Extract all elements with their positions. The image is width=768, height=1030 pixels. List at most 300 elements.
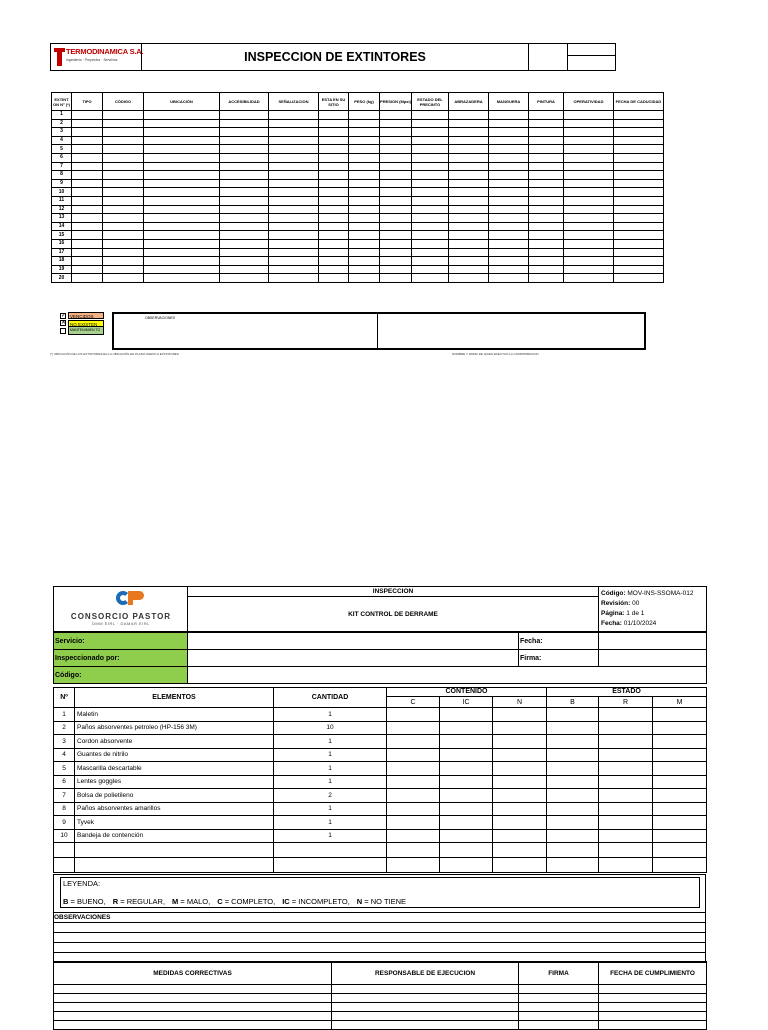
extintor-cell[interactable] [380,145,412,154]
extintor-cell[interactable] [489,179,529,188]
extintor-cell[interactable] [103,265,144,274]
extintor-cell[interactable] [319,257,349,266]
check-cell[interactable] [387,789,440,803]
extintor-cell[interactable] [144,257,220,266]
extintor-cell[interactable] [269,274,319,283]
extintor-cell[interactable] [449,111,489,120]
check-cell[interactable] [493,775,547,789]
extintor-cell[interactable] [220,179,269,188]
extintor-cell[interactable] [529,248,564,257]
extintor-cell[interactable] [349,136,380,145]
extintor-cell[interactable] [412,265,449,274]
extintor-cell[interactable] [529,171,564,180]
extintor-cell[interactable] [614,179,664,188]
extintor-cell[interactable] [564,111,614,120]
extintor-cell[interactable] [72,239,103,248]
extintor-cell[interactable] [412,274,449,283]
check-cell[interactable] [387,829,440,843]
extintor-cell[interactable] [489,136,529,145]
extintor-cell[interactable] [103,153,144,162]
extintor-cell[interactable] [103,196,144,205]
extintor-cell[interactable] [349,196,380,205]
extintor-cell[interactable] [319,111,349,120]
extintor-cell[interactable] [103,171,144,180]
extintor-cell[interactable] [72,214,103,223]
check-cell[interactable] [653,802,707,816]
servicio-field[interactable] [188,633,519,650]
extintor-cell[interactable] [319,153,349,162]
extintor-cell[interactable] [319,145,349,154]
extintor-cell[interactable] [614,111,664,120]
extintor-cell[interactable] [349,145,380,154]
extintor-cell[interactable] [529,257,564,266]
extintor-cell[interactable] [319,205,349,214]
extintor-cell[interactable] [529,136,564,145]
extintor-cell[interactable] [489,128,529,137]
extintor-cell[interactable] [614,265,664,274]
extintor-cell[interactable] [349,214,380,223]
extintor-cell[interactable] [144,222,220,231]
extintor-cell[interactable] [103,145,144,154]
medida-cell[interactable] [519,994,599,1003]
check-cell[interactable] [547,735,599,749]
extintor-cell[interactable] [529,196,564,205]
check-cell[interactable] [547,762,599,776]
extintor-cell[interactable] [72,265,103,274]
medida-cell[interactable] [599,985,707,994]
extintor-cell[interactable] [564,179,614,188]
extintor-cell[interactable] [349,248,380,257]
extintor-cell[interactable] [380,248,412,257]
extintor-cell[interactable] [269,128,319,137]
extintor-cell[interactable] [614,153,664,162]
extintor-cell[interactable] [220,214,269,223]
extintor-cell[interactable] [269,257,319,266]
extintor-cell[interactable] [103,231,144,240]
extintor-cell[interactable] [269,214,319,223]
extintor-cell[interactable] [269,248,319,257]
extintor-cell[interactable] [144,188,220,197]
extintor-cell[interactable] [564,214,614,223]
check-cell[interactable] [599,802,653,816]
extintor-cell[interactable] [449,119,489,128]
extintor-cell[interactable] [449,222,489,231]
extintor-cell[interactable] [614,248,664,257]
extintor-cell[interactable] [412,188,449,197]
firma-field[interactable] [599,650,707,667]
check-cell[interactable] [547,708,599,722]
extintor-cell[interactable] [614,136,664,145]
extintor-cell[interactable] [564,231,614,240]
extintor-cell[interactable] [269,136,319,145]
extintor-cell[interactable] [529,231,564,240]
extintor-cell[interactable] [489,257,529,266]
check-cell[interactable] [493,843,547,858]
extintor-cell[interactable] [380,214,412,223]
extintor-cell[interactable] [564,248,614,257]
extintor-cell[interactable] [529,265,564,274]
extintor-cell[interactable] [529,179,564,188]
extintor-cell[interactable] [614,145,664,154]
check-cell[interactable] [599,721,653,735]
medida-cell[interactable] [332,1003,519,1012]
extintor-cell[interactable] [144,171,220,180]
extintor-cell[interactable] [412,119,449,128]
check-cell[interactable] [493,735,547,749]
extintor-cell[interactable] [489,222,529,231]
extintor-cell[interactable] [349,265,380,274]
extintor-cell[interactable] [412,153,449,162]
extintor-cell[interactable] [220,231,269,240]
extintor-cell[interactable] [144,145,220,154]
extintor-cell[interactable] [319,214,349,223]
check-cell[interactable] [440,748,493,762]
extintor-cell[interactable] [103,257,144,266]
check-cell[interactable] [653,858,707,873]
extintor-cell[interactable] [614,128,664,137]
check-cell[interactable] [387,843,440,858]
extintor-cell[interactable] [72,205,103,214]
extintor-cell[interactable] [220,274,269,283]
extintor-cell[interactable] [220,162,269,171]
extintor-cell[interactable] [269,145,319,154]
extintor-cell[interactable] [220,222,269,231]
extintor-cell[interactable] [489,265,529,274]
medida-cell[interactable] [54,1021,332,1030]
extintor-cell[interactable] [349,179,380,188]
codigo-field[interactable] [188,667,707,684]
extintor-cell[interactable] [103,111,144,120]
check-cell[interactable] [387,748,440,762]
medida-cell[interactable] [54,994,332,1003]
extintor-cell[interactable] [614,188,664,197]
extintor-cell[interactable] [449,128,489,137]
extintor-cell[interactable] [103,136,144,145]
check-cell[interactable] [599,762,653,776]
extintor-cell[interactable] [269,222,319,231]
extintor-cell[interactable] [349,231,380,240]
extintor-cell[interactable] [144,179,220,188]
extintor-cell[interactable] [489,248,529,257]
extintor-cell[interactable] [380,196,412,205]
check-cell[interactable] [387,735,440,749]
check-cell[interactable] [440,708,493,722]
extintor-cell[interactable] [269,231,319,240]
check-cell[interactable] [599,858,653,873]
check-cell[interactable] [599,708,653,722]
check-cell[interactable] [440,816,493,830]
medida-cell[interactable] [519,1021,599,1030]
extintor-cell[interactable] [614,257,664,266]
extintor-cell[interactable] [103,188,144,197]
extintor-cell[interactable] [144,136,220,145]
check-cell[interactable] [547,829,599,843]
extintor-cell[interactable] [349,257,380,266]
extintor-cell[interactable] [349,128,380,137]
observaciones-line[interactable] [54,933,706,943]
extintor-cell[interactable] [529,162,564,171]
check-cell[interactable] [653,708,707,722]
extintor-cell[interactable] [449,179,489,188]
extintor-cell[interactable] [449,188,489,197]
extintor-cell[interactable] [349,205,380,214]
extintor-cell[interactable] [449,265,489,274]
check-cell[interactable] [653,789,707,803]
extintor-cell[interactable] [614,222,664,231]
extintor-cell[interactable] [380,171,412,180]
extintor-cell[interactable] [144,153,220,162]
extintor-cell[interactable] [614,196,664,205]
extintor-cell[interactable] [449,205,489,214]
extintor-cell[interactable] [103,248,144,257]
medida-cell[interactable] [599,1021,707,1030]
extintor-cell[interactable] [144,248,220,257]
extintor-cell[interactable] [489,171,529,180]
check-cell[interactable] [653,775,707,789]
extintor-cell[interactable] [144,205,220,214]
check-cell[interactable] [440,843,493,858]
check-cell[interactable] [493,829,547,843]
extintor-cell[interactable] [449,248,489,257]
extintor-cell[interactable] [72,111,103,120]
check-cell[interactable] [653,735,707,749]
extintor-cell[interactable] [319,231,349,240]
check-cell[interactable] [599,748,653,762]
extintor-cell[interactable] [449,145,489,154]
extintor-cell[interactable] [220,128,269,137]
extintor-cell[interactable] [449,274,489,283]
extintor-cell[interactable] [220,257,269,266]
extintor-cell[interactable] [489,239,529,248]
extintor-cell[interactable] [412,231,449,240]
extintor-cell[interactable] [319,239,349,248]
check-cell[interactable] [387,858,440,873]
check-cell[interactable] [387,775,440,789]
extintor-cell[interactable] [380,239,412,248]
extintor-cell[interactable] [72,171,103,180]
extintor-cell[interactable] [269,153,319,162]
extintor-cell[interactable] [380,257,412,266]
check-cell[interactable] [599,843,653,858]
check-cell[interactable] [653,843,707,858]
extintor-cell[interactable] [529,239,564,248]
medida-cell[interactable] [332,1021,519,1030]
extintor-cell[interactable] [220,145,269,154]
extintor-cell[interactable] [412,257,449,266]
extintor-cell[interactable] [319,265,349,274]
extintor-cell[interactable] [449,196,489,205]
check-cell[interactable] [387,721,440,735]
extintor-cell[interactable] [220,111,269,120]
extintor-cell[interactable] [319,179,349,188]
extintor-cell[interactable] [72,136,103,145]
check-cell[interactable] [547,721,599,735]
extintor-cell[interactable] [529,214,564,223]
extintor-cell[interactable] [380,231,412,240]
extintor-cell[interactable] [72,274,103,283]
extintor-cell[interactable] [349,162,380,171]
fecha-field[interactable] [599,633,707,650]
extintor-cell[interactable] [144,128,220,137]
extintor-cell[interactable] [564,171,614,180]
check-cell[interactable] [440,775,493,789]
extintor-cell[interactable] [349,119,380,128]
extintor-cell[interactable] [144,119,220,128]
extintor-cell[interactable] [220,248,269,257]
extintor-cell[interactable] [380,265,412,274]
extintor-cell[interactable] [564,153,614,162]
extintor-cell[interactable] [412,162,449,171]
extintor-cell[interactable] [412,136,449,145]
check-cell[interactable] [547,816,599,830]
extintor-cell[interactable] [269,111,319,120]
extintor-cell[interactable] [564,188,614,197]
medida-cell[interactable] [519,985,599,994]
extintor-cell[interactable] [412,196,449,205]
extintor-cell[interactable] [449,136,489,145]
medida-cell[interactable] [332,1012,519,1021]
extintor-cell[interactable] [449,239,489,248]
extintor-cell[interactable] [103,128,144,137]
extintor-cell[interactable] [564,239,614,248]
extintor-cell[interactable] [529,111,564,120]
check-cell[interactable] [547,843,599,858]
extintor-cell[interactable] [449,171,489,180]
extintor-cell[interactable] [144,274,220,283]
extintor-cell[interactable] [449,153,489,162]
check-cell[interactable] [653,829,707,843]
extintor-cell[interactable] [380,179,412,188]
medida-cell[interactable] [599,994,707,1003]
extintor-cell[interactable] [319,274,349,283]
check-cell[interactable] [547,775,599,789]
extintor-cell[interactable] [72,188,103,197]
medida-cell[interactable] [54,1003,332,1012]
extintor-cell[interactable] [412,248,449,257]
check-cell[interactable] [653,762,707,776]
extintor-cell[interactable] [269,179,319,188]
extintor-cell[interactable] [380,274,412,283]
extintor-cell[interactable] [529,153,564,162]
check-cell[interactable] [653,816,707,830]
extintor-cell[interactable] [529,274,564,283]
medida-cell[interactable] [332,994,519,1003]
medida-cell[interactable] [519,1012,599,1021]
extintor-cell[interactable] [269,188,319,197]
extintor-cell[interactable] [269,119,319,128]
extintor-cell[interactable] [269,265,319,274]
check-cell[interactable] [493,748,547,762]
check-cell[interactable] [440,789,493,803]
extintor-cell[interactable] [529,205,564,214]
extintor-cell[interactable] [412,171,449,180]
check-cell[interactable] [653,721,707,735]
check-cell[interactable] [440,762,493,776]
extintor-cell[interactable] [269,171,319,180]
extintor-cell[interactable] [72,153,103,162]
extintor-cell[interactable] [564,274,614,283]
extintor-cell[interactable] [319,119,349,128]
check-cell[interactable] [493,802,547,816]
extintor-cell[interactable] [72,145,103,154]
check-cell[interactable] [387,708,440,722]
extintor-cell[interactable] [412,111,449,120]
extintor-cell[interactable] [144,111,220,120]
medida-cell[interactable] [519,1003,599,1012]
extintor-cell[interactable] [103,222,144,231]
extintor-cell[interactable] [72,222,103,231]
medida-cell[interactable] [54,985,332,994]
extintor-cell[interactable] [220,265,269,274]
extintor-cell[interactable] [103,179,144,188]
extintor-cell[interactable] [72,119,103,128]
extintor-cell[interactable] [349,153,380,162]
extintor-cell[interactable] [349,188,380,197]
extintor-cell[interactable] [380,111,412,120]
check-cell[interactable] [440,829,493,843]
extintor-cell[interactable] [349,111,380,120]
check-cell[interactable] [547,748,599,762]
extintor-cell[interactable] [380,153,412,162]
extintor-cell[interactable] [349,171,380,180]
extintor-cell[interactable] [380,136,412,145]
extintor-cell[interactable] [614,205,664,214]
extintor-cell[interactable] [489,153,529,162]
extintor-cell[interactable] [349,274,380,283]
extintor-cell[interactable] [319,128,349,137]
extintor-cell[interactable] [489,214,529,223]
medida-cell[interactable] [332,985,519,994]
check-cell[interactable] [440,802,493,816]
check-cell[interactable] [599,789,653,803]
check-cell[interactable] [440,735,493,749]
extintor-cell[interactable] [220,153,269,162]
extintor-cell[interactable] [412,179,449,188]
extintor-cell[interactable] [489,196,529,205]
extintor-cell[interactable] [72,179,103,188]
extintor-cell[interactable] [412,214,449,223]
extintor-cell[interactable] [144,231,220,240]
check-cell[interactable] [493,816,547,830]
extintor-cell[interactable] [72,162,103,171]
check-cell[interactable] [547,789,599,803]
extintor-cell[interactable] [489,111,529,120]
check-cell[interactable] [599,816,653,830]
extintor-cell[interactable] [564,145,614,154]
extintor-cell[interactable] [564,265,614,274]
extintor-cell[interactable] [319,222,349,231]
check-cell[interactable] [440,858,493,873]
extintor-cell[interactable] [269,196,319,205]
extintor-cell[interactable] [103,214,144,223]
extintor-cell[interactable] [72,231,103,240]
extintor-cell[interactable] [564,119,614,128]
extintor-cell[interactable] [144,196,220,205]
extintor-cell[interactable] [449,231,489,240]
extintor-cell[interactable] [144,265,220,274]
check-cell[interactable] [387,816,440,830]
extintor-cell[interactable] [489,274,529,283]
check-cell[interactable] [493,789,547,803]
check-cell[interactable] [599,775,653,789]
extintor-cell[interactable] [103,274,144,283]
extintor-cell[interactable] [220,239,269,248]
check-cell[interactable] [599,735,653,749]
medida-cell[interactable] [599,1003,707,1012]
extintor-cell[interactable] [220,171,269,180]
extintor-cell[interactable] [412,239,449,248]
extintor-cell[interactable] [412,128,449,137]
